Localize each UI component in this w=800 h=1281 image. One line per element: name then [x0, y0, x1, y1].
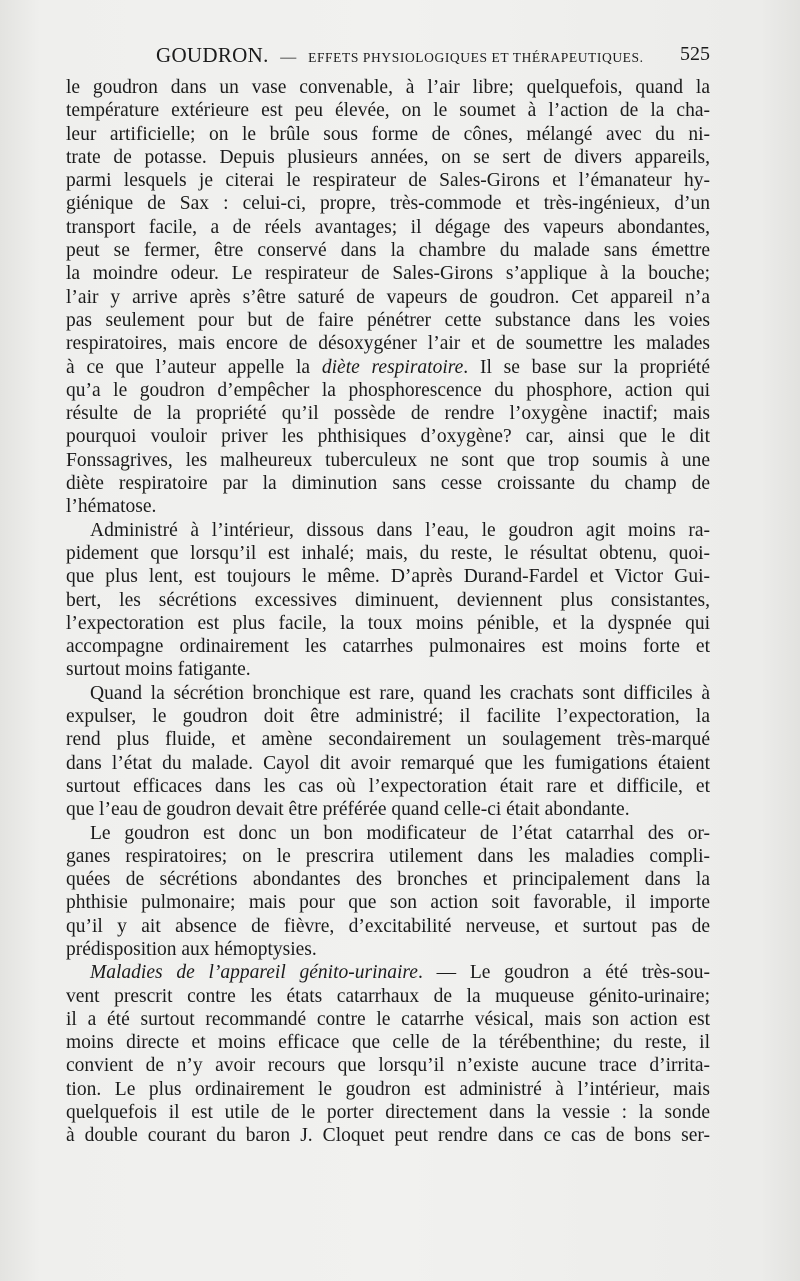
text-line: [66, 798, 710, 821]
line-text: parmi lesquels je citerai le respirateur de Sales-Girons et l’émanateur hy-: [66, 170, 710, 192]
text-line: [66, 169, 710, 192]
running-header: [66, 40, 710, 70]
text-line: [66, 1054, 710, 1077]
text-line: [66, 262, 710, 285]
text-line: [66, 239, 710, 262]
body-text: [66, 76, 710, 1148]
text-line: [66, 472, 710, 495]
header-subtitle: EFFETS PHYSIOLOGIQUES ET THÉRAPEUTIQUES.: [308, 50, 644, 65]
text-line: [66, 658, 710, 681]
line-text: respiratoires, mais encore de désoxygéner l’air et de soumettre les malades: [66, 333, 710, 355]
text-line: [66, 449, 710, 472]
text-line: [66, 938, 710, 961]
line-text: diète respiratoire par la diminution sans cesse croissante du champ de: [66, 473, 710, 495]
page-number: 525: [680, 43, 710, 65]
line-text: moins directe et moins efficace que celle de la térébenthine; du reste, il: [66, 1032, 710, 1054]
line-text: l’hématose.: [66, 496, 157, 518]
line-text: Fonssagrives, les malheureux tuberculeux ne sont que trop soumis à une: [66, 449, 710, 471]
line-text-continued: . Il se base sur la propriété: [463, 356, 710, 378]
line-text: à ce que l’auteur appelle la: [66, 356, 322, 378]
line-text: vent prescrit contre les états catarrhaux de la muqueuse génito-urinaire;: [66, 985, 710, 1007]
line-text: température extérieure est peu élevée, on le soumet à l’action de la cha-: [66, 100, 710, 122]
line-text: tion. Le plus ordinairement le goudron est administré à l’intérieur, mais: [66, 1078, 710, 1100]
text-line: [66, 1078, 710, 1101]
line-text-continued: . — Le goudron a été très-sou-: [417, 962, 710, 984]
line-text: résulte de la propriété qu’il possède de rendre l’oxygène inactif; mais: [66, 403, 710, 425]
line-text: la moindre odeur. Le respirateur de Sales-Girons s’applique à la bouche;: [66, 263, 710, 285]
text-line: [66, 985, 710, 1008]
line-text: Quand la sécrétion bronchique est rare, quand les crachats sont difficiles à: [90, 682, 710, 704]
line-text: dans l’état du malade. Cayol dit avoir remarqué que les fumigations étaient: [66, 752, 710, 774]
running-title: [156, 43, 644, 68]
line-text: transport facile, a de réels avantages; il dégage des vapeurs abondantes,: [66, 216, 710, 238]
line-text: l’air y arrive après s’être saturé de vapeurs de goudron. Cet appareil n’a: [66, 286, 710, 308]
text-line: [66, 542, 710, 565]
text-line: [66, 1031, 710, 1054]
text-line: [66, 752, 710, 775]
line-text: accompagne ordinairement les catarrhes pulmonaires est moins forte et: [66, 636, 710, 658]
text-line: [66, 728, 710, 751]
text-line: [66, 868, 710, 891]
line-text: que plus lent, est toujours le même. D’après Durand-Fardel et Victor Gui-: [66, 566, 710, 588]
line-text: phthisie pulmonaire; mais pour que son action soit favorable, il importe: [66, 892, 710, 914]
line-text: pidement que lorsqu’il est inhalé; mais, du reste, le résultat obtenu, quoi-: [66, 542, 710, 564]
text-line: [66, 961, 710, 984]
text-line: [66, 1101, 710, 1124]
text-line: [66, 286, 710, 309]
line-text: surtout moins fatigante.: [66, 659, 251, 681]
text-line: [66, 123, 710, 146]
text-line: [66, 705, 710, 728]
text-line: [66, 192, 710, 215]
text-line: [66, 822, 710, 845]
text-line: [66, 356, 710, 379]
text-line: [66, 565, 710, 588]
line-text: convient de n’y avoir recours que lorsqu’il n’existe aucune trace d’irrita-: [66, 1055, 710, 1077]
text-line: [66, 1124, 710, 1147]
line-text: quées de sécrétions abondantes des bronches et principalement dans la: [66, 869, 710, 891]
text-line: [66, 309, 710, 332]
line-text: trate de potasse. Depuis plusieurs années, on se sert de divers appareils,: [66, 146, 710, 168]
line-text: le goudron dans un vase convenable, à l’air libre; quelquefois, quand la: [66, 77, 710, 98]
line-text: giénique de Sax : celui-ci, propre, très-commode et très-ingénieux, d’un: [66, 193, 710, 215]
text-line: [66, 845, 710, 868]
line-text: pas seulement pour but de faire pénétrer cette substance dans les voies: [66, 309, 710, 331]
italic-text: diète respiratoire: [321, 356, 464, 378]
header-separator: —: [280, 49, 297, 66]
text-line: [66, 425, 710, 448]
line-text: pourquoi vouloir priver les phthisiques d’oxygène? car, ainsi que le dit: [66, 426, 710, 448]
text-line: [66, 379, 710, 402]
text-line: [66, 589, 710, 612]
text-line: [66, 76, 710, 99]
text-line: [66, 332, 710, 355]
line-text: l’expectoration est plus facile, la toux moins pénible, et la dyspnée qui: [66, 612, 710, 634]
text-line: [66, 915, 710, 938]
text-line: [66, 682, 710, 705]
line-text: expulser, le goudron doit être administré; il facilite l’expectoration, la: [66, 706, 710, 728]
text-line: [66, 216, 710, 239]
line-text: rend plus fluide, et amène secondairement un soulagement très-marqué: [66, 729, 710, 751]
line-text: prédisposition aux hémoptysies.: [66, 938, 317, 960]
text-line: [66, 775, 710, 798]
text-line: [66, 519, 710, 542]
text-line: [66, 891, 710, 914]
header-title: GOUDRON.: [156, 43, 269, 67]
line-text: Le goudron est donc un bon modificateur de l’état catarrhal des or-: [90, 822, 710, 844]
text-line: [66, 99, 710, 122]
text-line: [66, 635, 710, 658]
line-text: qu’a le goudron d’empêcher la phosphorescence du phosphore, action qui: [66, 379, 710, 401]
line-text: leur artificielle; on le brûle sous forme de cônes, mélangé avec du ni-: [66, 123, 710, 145]
text-line: [66, 495, 710, 518]
line-text: ganes respiratoires; on le prescrira utilement dans les maladies compli-: [66, 845, 710, 867]
line-text: bert, les sécrétions excessives diminuent, deviennent plus consistantes,: [66, 589, 710, 611]
text-line: [66, 146, 710, 169]
text-line: [66, 612, 710, 635]
line-text: il a été surtout recommandé contre le catarrhe vésical, mais son action est: [66, 1008, 710, 1030]
line-text: que l’eau de goudron devait être préférée quand celle-ci était abondante.: [66, 799, 630, 821]
line-text: Administré à l’intérieur, dissous dans l’eau, le goudron agit moins ra-: [90, 519, 710, 541]
line-text: peut se fermer, être conservé dans la chambre du malade sans émettre: [66, 240, 710, 262]
line-text: surtout efficaces dans les cas où l’expectoration était rare et difficile, et: [66, 775, 710, 797]
line-text: qu’il y ait absence de fièvre, d’excitabilité nerveuse, et surtout pas de: [66, 915, 710, 937]
line-text: à double courant du baron J. Cloquet peut rendre dans ce cas de bons ser-: [66, 1125, 710, 1147]
text-line: [66, 1008, 710, 1031]
line-text: quelquefois il est utile de le porter directement dans la vessie : la sonde: [66, 1102, 710, 1124]
italic-text: Maladies de l’appareil génito-urinaire: [90, 962, 418, 984]
text-line: [66, 402, 710, 425]
